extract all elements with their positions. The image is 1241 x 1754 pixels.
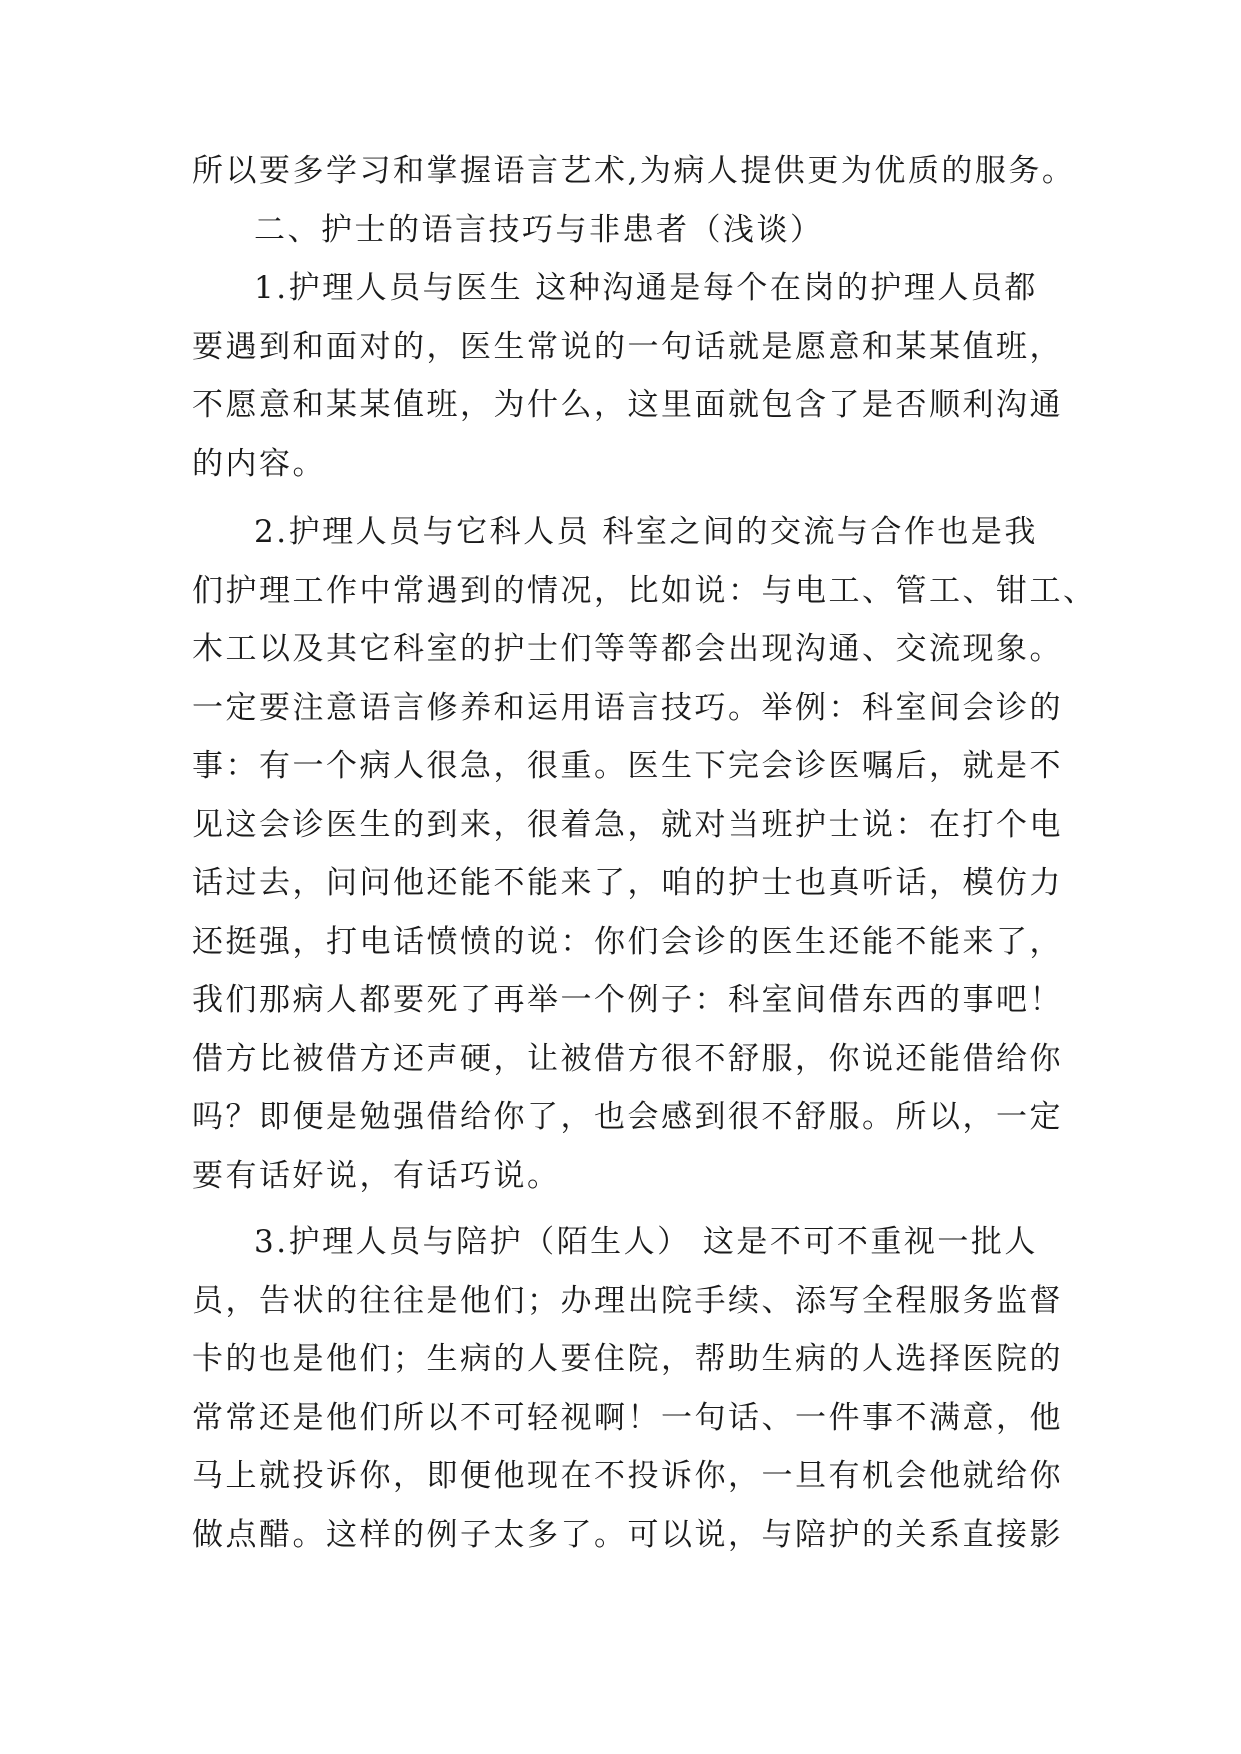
- text-line: 员，告状的往往是他们；办理出院手续、添写全程服务监督: [192, 1282, 1063, 1319]
- text-line: 1.护理人员与医生 这种沟通是每个在岗的护理人员都: [254, 270, 1038, 306]
- text-line: 木工以及其它科室的护士们等等都会出现沟通、交流现象。: [192, 631, 1063, 667]
- text-line: 不愿意和某某值班，为什么，这里面就包含了是否顺利沟通: [192, 387, 1063, 423]
- heading-text: 二、护士的语言技巧与非患者（浅谈）: [254, 212, 824, 248]
- text-line: 事：有一个病人很急，很重。医生下完会诊医嘱后，就是不: [192, 748, 1063, 784]
- text-line: 话过去，问问他还能不能来了，咱的护士也真听话，模仿力: [192, 865, 1063, 901]
- text-line: 吗？即便是勉强借给你了，也会感到很不舒服。所以，一定: [192, 1099, 1063, 1135]
- item-2-paragraph: [192, 503, 1097, 1205]
- text-line: 要有话好说，有话巧说。: [192, 1157, 561, 1194]
- text-line: 常常还是他们所以不可轻视啊！一句话、一件事不满意，他: [192, 1399, 1063, 1436]
- text-line: 做点醋。这样的例子太多了。可以说，与陪护的关系直接影: [192, 1516, 1063, 1553]
- text-line: 卡的也是他们；生病的人要住院，帮助生病的人选择医院的: [192, 1341, 1063, 1377]
- text-line: 借方比被借方还声硬，让被借方很不舒服，你说还能借给你: [192, 1040, 1063, 1077]
- item-1-paragraph: [192, 259, 1072, 493]
- text-line: 我们那病人都要死了再举一个例子：科室间借东西的事吧！: [192, 982, 1063, 1018]
- text-line: 马上就投诉你，即便他现在不投诉你，一旦有机会他就给你: [192, 1458, 1063, 1494]
- text-line: 们护理工作中常遇到的情况，比如说：与电工、管工、钳工、: [192, 572, 1097, 609]
- text-line: 还挺强，打电话愤愤的说：你们会诊的医生还能不能来了，: [192, 923, 1063, 960]
- text-line: 3.护理人员与陪护（陌生人） 这是不可不重视一批人: [254, 1224, 1038, 1260]
- text-line: 一定要注意语言修养和运用语言技巧。举例：科室间会诊的: [192, 689, 1063, 726]
- section-heading: [192, 201, 1072, 260]
- intro-end-paragraph: [192, 142, 1076, 201]
- item-3-paragraph: [192, 1213, 1072, 1564]
- text-line: 所以要多学习和掌握语言艺术,为病人提供更为优质的服务。: [192, 153, 1076, 189]
- text-line: 要遇到和面对的，医生常说的一句话就是愿意和某某值班，: [192, 328, 1063, 365]
- text-line: 的内容。: [192, 445, 326, 482]
- text-line: 见这会诊医生的到来，很着急，就对当班护士说：在打个电: [192, 806, 1063, 843]
- text-line: 2.护理人员与它科人员 科室之间的交流与合作也是我: [254, 514, 1038, 550]
